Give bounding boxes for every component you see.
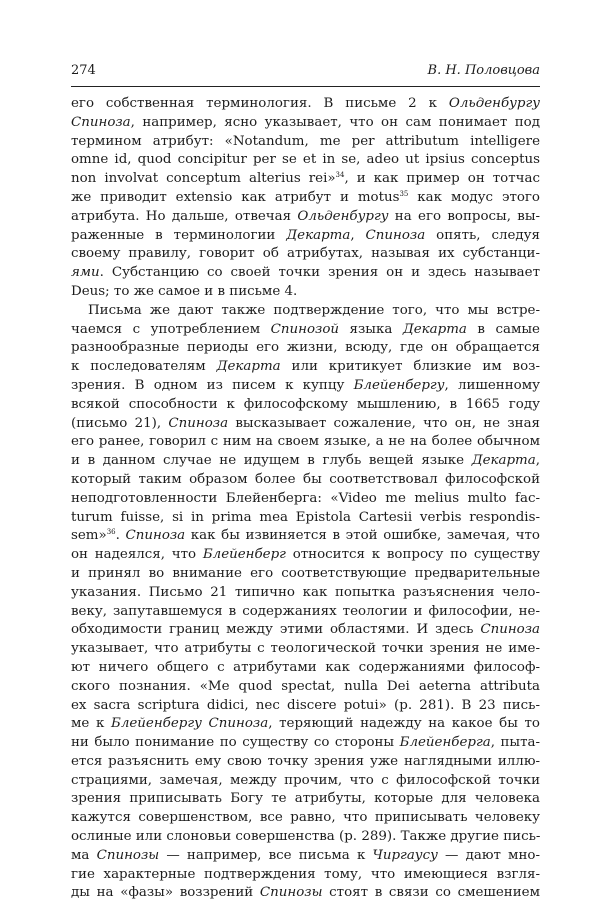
text-segment: же приводит extensio как атрибут и motus [71, 189, 400, 205]
text-segment: который таким образом более бы соответствовал философской [71, 471, 540, 487]
text-segment: , например, ясно указывает, что он сам понимает под [130, 114, 540, 130]
footnote-ref: 35 [399, 189, 409, 198]
text-segment: Письма же дают также подтверждение того, что мы встре- [88, 302, 540, 318]
text-line [71, 339, 540, 358]
text-segment: стоят в связи со смешением [322, 885, 540, 901]
text-line [71, 509, 540, 528]
text-line [71, 621, 540, 640]
text-segment: , [535, 453, 540, 469]
text-segment: термином атрибут: «Notandum, me per attributum intelligere [71, 133, 540, 149]
text-segment: ского познания. «Me quod spectat, nulla Dei aeterna attributa [71, 678, 540, 694]
text-line [71, 227, 540, 246]
text-segment: обходимости границ между этими областями. И здесь [71, 622, 481, 638]
italic-name: Спиноза [168, 415, 229, 431]
text-segment: всякой способности к философскому мышлению, в 1665 году [71, 396, 540, 412]
text-segment: чаемся с употреблением [71, 321, 271, 337]
text-line [71, 245, 540, 264]
text-line [71, 264, 540, 283]
text-segment: . [115, 528, 126, 544]
text-segment: ex sacra scriptura didici, nec discere potui» (p. 281). В 23 пись- [71, 697, 540, 713]
text-segment: ды на «фазы» воззрений [71, 885, 260, 901]
italic-name: Декарта [471, 453, 536, 469]
text-segment: Deus; то же самое и в письме 4. [71, 283, 298, 299]
italic-name: Чиргаусу [372, 847, 438, 863]
text-segment: к последователям [71, 359, 217, 375]
text-segment: или критикует близкие им воз- [280, 359, 540, 375]
text-segment: . Субстанцию со своей точки зрения он и здесь называет [99, 265, 540, 281]
text-segment: (письмо 21), [71, 415, 169, 431]
text-segment: — дают мно- [437, 847, 540, 863]
text-segment: как модус этого [408, 189, 540, 205]
italic-name: Блейенберг [202, 547, 286, 563]
text-line [71, 753, 540, 772]
text-segment: он надеялся, что [71, 547, 203, 563]
text-segment: относится к вопросу по существу [285, 547, 540, 563]
text-segment: атрибута. Но дальше, отвечая [71, 208, 298, 224]
text-segment: в самые [466, 321, 540, 337]
italic-name: Спинозы [259, 885, 323, 901]
text-line [71, 114, 540, 133]
footnote-ref: 34 [335, 171, 345, 180]
italic-name: Спинозы [96, 847, 160, 863]
italic-name: Спиноза [125, 528, 186, 544]
text-line [71, 151, 540, 170]
text-line [71, 697, 540, 716]
text-segment: указания. Письмо 21 типично как попытка разъяснения чело- [71, 584, 540, 600]
text-segment: turum fuisse, si in prima mea Epistola Cartesii verbis respondis- [71, 509, 540, 525]
text-segment: языка [339, 321, 403, 337]
text-line [71, 866, 540, 885]
italic-name: Спинозой [270, 321, 340, 337]
text-line [71, 415, 540, 434]
text-segment: ослиные или слоновьи совершенства (p. 289). Также другие пись- [71, 829, 541, 845]
text-segment: на его вопросы, вы- [388, 208, 540, 224]
text-segment: неподготовленности Блейенберга: «Video me melius multo fac- [71, 490, 540, 506]
italic-name: Спиноза [480, 622, 540, 638]
text-segment: веку, запутавшемуся в содержаниях теологии и философии, не- [71, 603, 540, 619]
italic-name: Декарта [402, 321, 467, 337]
text-segment: , теряющий надежду на какое бы то [268, 716, 540, 732]
italic-name: Декарта [216, 359, 281, 375]
text-line [71, 358, 540, 377]
text-segment: кажутся совершенством, все равно, что приписывать человеку [71, 810, 540, 826]
text-segment: своему правилу, говорит об атрибутах, называя их субстанци- [71, 246, 540, 262]
italic-name: Блейенберга [399, 735, 491, 751]
italic-name: Ольденбургу [448, 96, 540, 111]
text-segment: , лишенному [444, 377, 540, 393]
text-line [71, 772, 540, 791]
text-segment: указывает, что атрибуты с теологической точки зрения не име- [71, 641, 540, 657]
text-segment: ма [71, 847, 97, 863]
italic-name: Спиноза [71, 114, 131, 130]
text-segment: высказывает сожаление, что он, не зная [228, 415, 541, 431]
text-line [71, 208, 540, 227]
text-line [71, 809, 540, 828]
text-segment: , и как пример он тотчас [344, 171, 540, 187]
page-number: 274 [71, 63, 96, 78]
text-line [71, 527, 540, 546]
text-segment: раженные в терминологии [71, 227, 287, 243]
footnote-ref: 36 [106, 528, 116, 537]
text-segment: опять, следуя [425, 227, 540, 243]
italic-name: Ольденбургу [297, 208, 389, 224]
text-segment: разнообразные периоды его жизни, всюду, где он обращается [71, 340, 540, 356]
text-segment: , [350, 227, 366, 243]
text-line [71, 734, 540, 753]
text-line [71, 433, 540, 452]
running-head-author: В. Н. Половцова [427, 63, 540, 78]
text-line [71, 584, 540, 603]
text-segment: ется разъяснить ему свою точку зрения уже наглядными иллю- [71, 753, 540, 769]
text-line [71, 377, 540, 396]
text-segment: зрения приписывать Богу те атрибуты, которые для человека [71, 791, 540, 807]
text-segment: его собственная терминология. В письме 2 к [71, 96, 449, 111]
italic-name: ями [71, 265, 100, 281]
text-line [71, 640, 540, 659]
text-segment: зрения. В одном из писем к купцу [71, 377, 354, 393]
text-line [71, 847, 540, 866]
text-segment: его ранее, говорил с ним на своем языке, а не на более обычном [71, 434, 540, 450]
italic-name: Спиноза [365, 227, 426, 243]
text-line [71, 452, 540, 471]
text-line [71, 715, 540, 734]
italic-name: Декарта [286, 227, 351, 243]
text-line [71, 790, 540, 809]
text-line [71, 396, 540, 415]
text-line [71, 828, 540, 847]
text-line [71, 490, 540, 509]
text-line [71, 884, 540, 903]
text-segment: — например, все письма к [159, 847, 373, 863]
text-line [71, 546, 540, 565]
text-line [71, 302, 540, 321]
text-segment: страциями, замечая, между прочим, что с философской точки [71, 772, 540, 788]
italic-name: Блейенбергу [353, 377, 445, 393]
text-line [71, 471, 540, 490]
text-line [71, 603, 540, 622]
text-segment: и в данном случае не идущем в глубь вещей языке [71, 453, 472, 469]
text-segment: ни было понимание по существу со стороны [71, 735, 400, 751]
text-line [71, 565, 540, 584]
body-text [71, 95, 540, 903]
text-segment: , пыта- [490, 735, 540, 751]
text-segment: и принял во внимание его соответствующие предварительные [71, 565, 540, 581]
text-line [71, 133, 540, 152]
text-segment: ме к [71, 716, 112, 732]
text-segment: omne id, quod concipitur per se et in se, adeo ut ipsius conceptus [71, 152, 540, 168]
text-line [71, 659, 540, 678]
text-line [71, 321, 540, 340]
text-segment: non involvat conceptum alterius rei» [71, 171, 336, 187]
text-segment: гие характерные подтверждения тому, что имеющиеся взгля- [71, 866, 540, 882]
text-line [71, 95, 540, 114]
text-line [71, 678, 540, 697]
text-segment: ют ничего общего с атрибутами как содержаниями философ- [71, 659, 540, 675]
text-line [71, 170, 540, 189]
italic-name: Блейенбергу Спиноза [111, 716, 269, 732]
text-segment: sem» [71, 528, 107, 544]
text-line [71, 283, 540, 302]
header-rule [71, 86, 540, 87]
text-line [71, 189, 540, 208]
text-segment: как бы извиняется в этой ошибке, замечая, что [185, 528, 540, 544]
